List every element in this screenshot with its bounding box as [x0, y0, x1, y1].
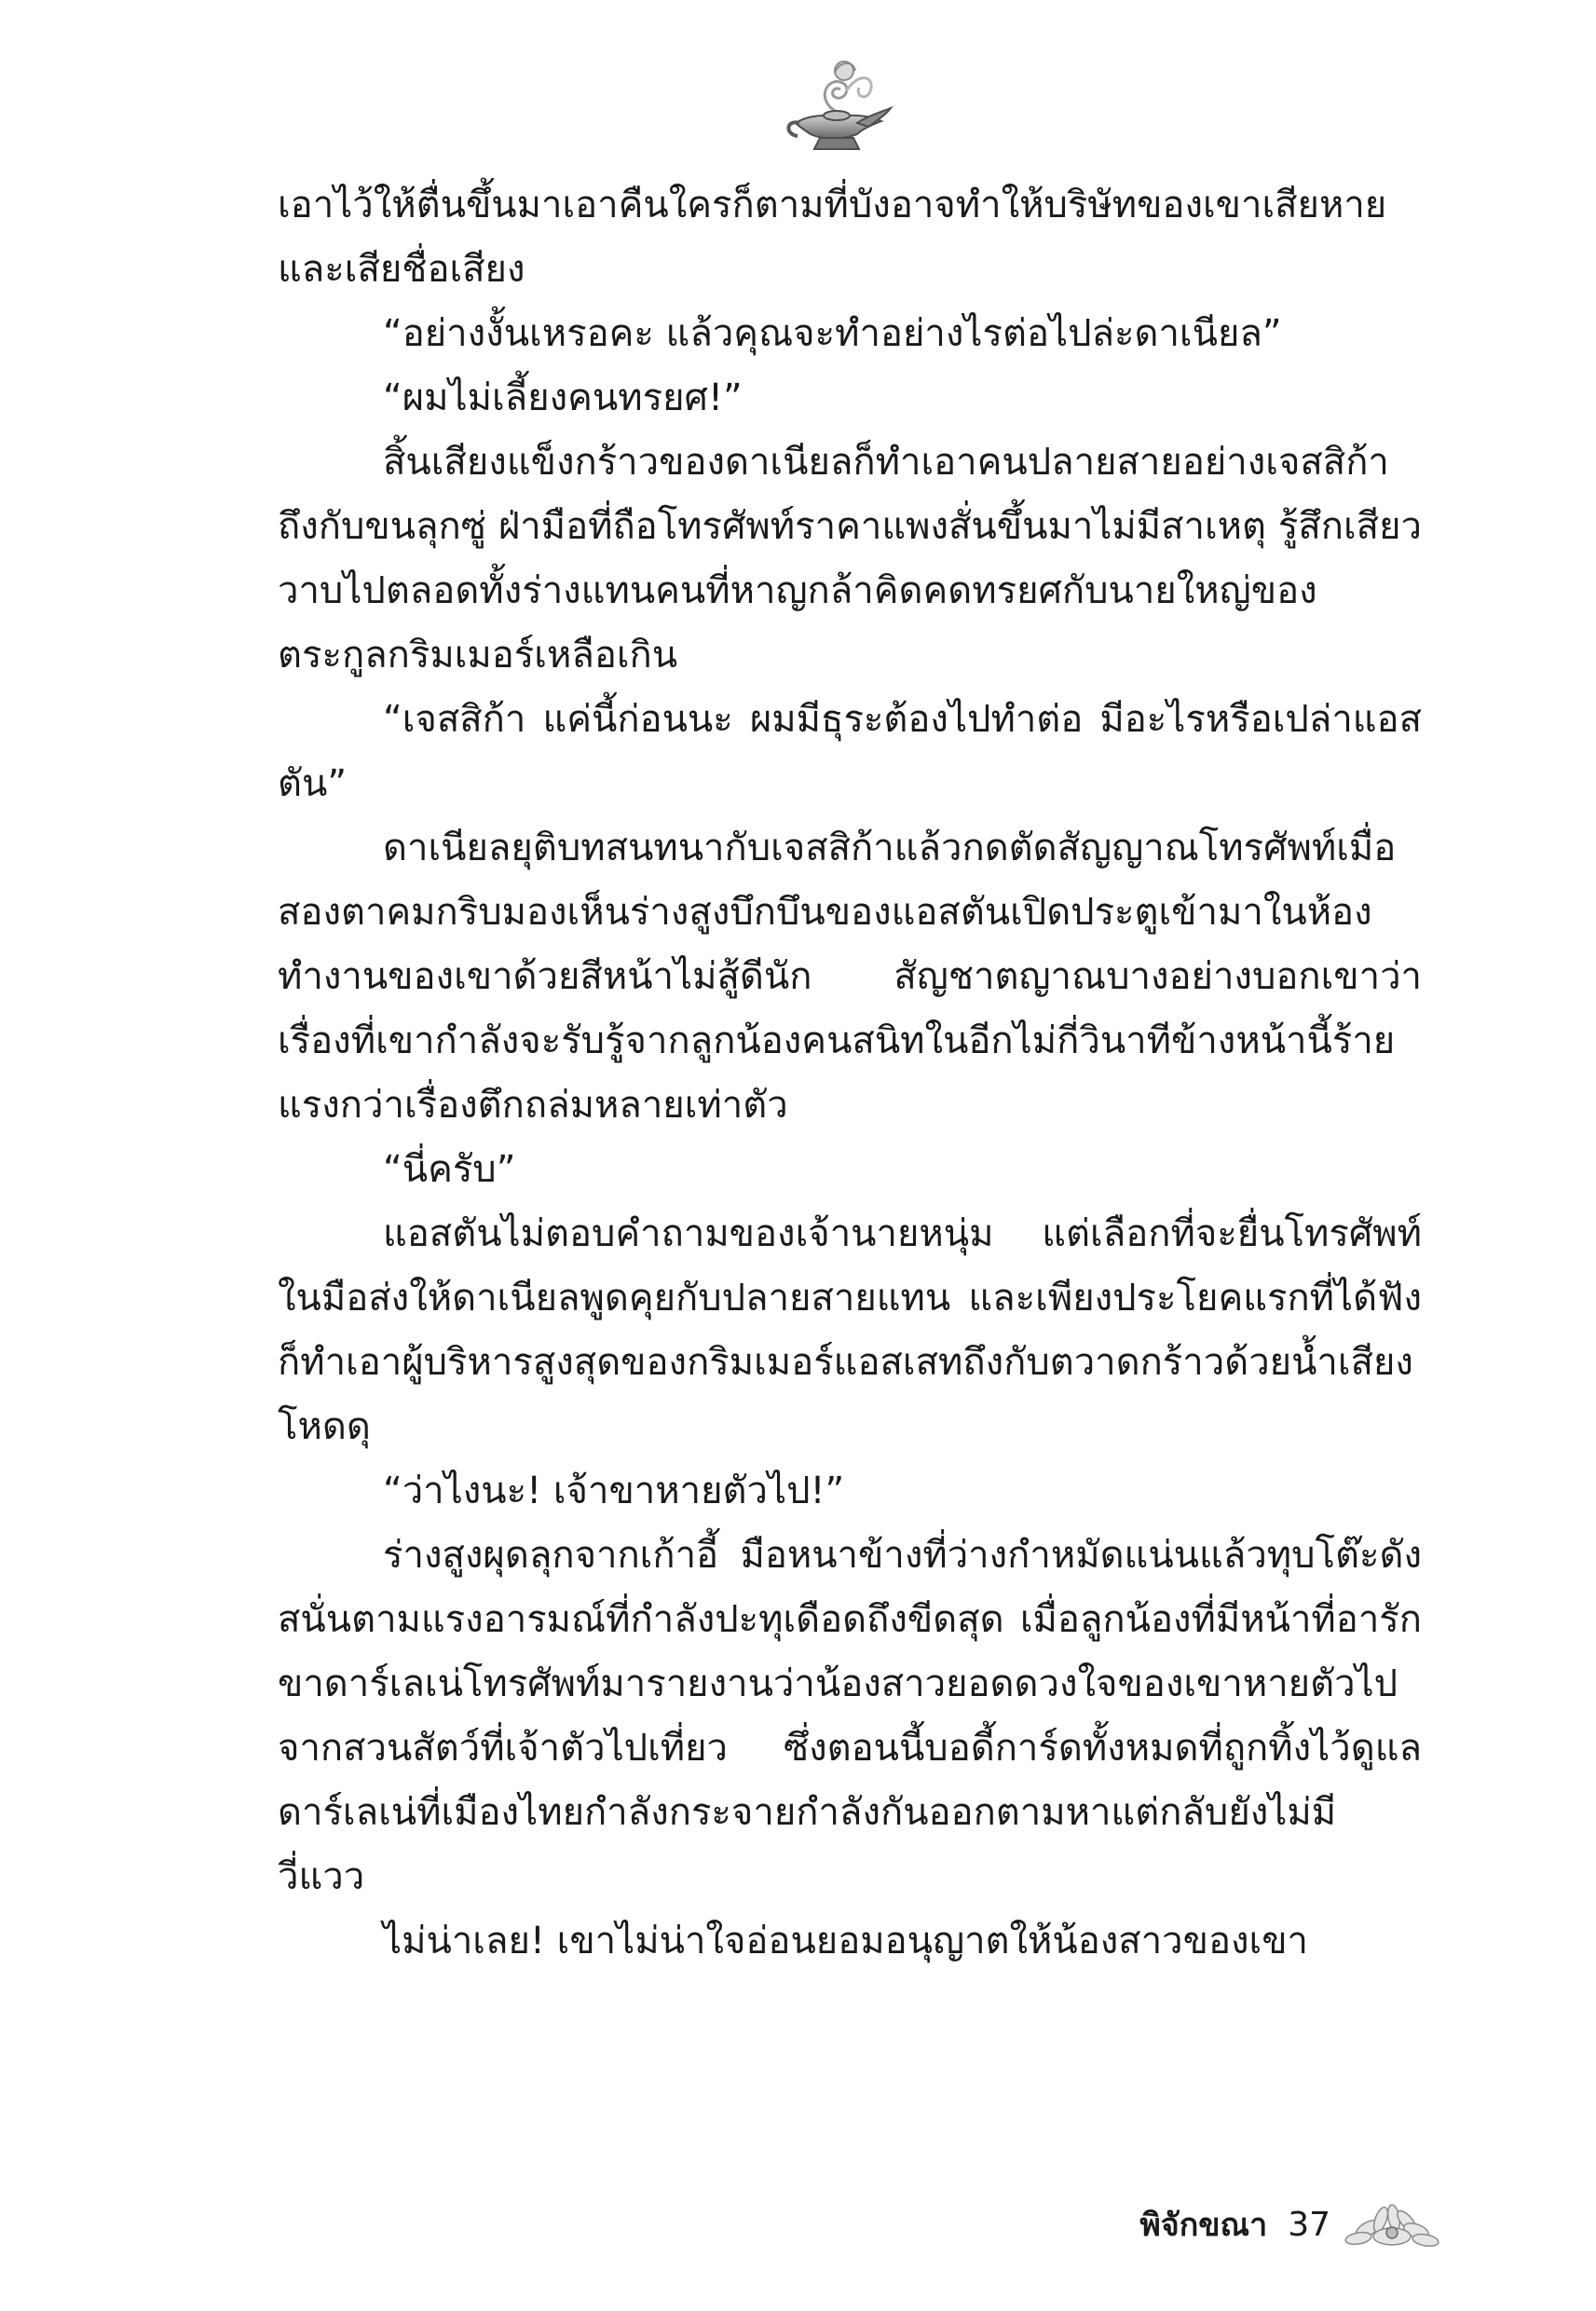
paragraph: แอสตันไม่ตอบคำถามของเจ้านายหนุ่ม แต่เลือกที่จะยื่นโทรศัพท์ในมือส่งให้ดาเนียลพูดคุยกับปลายสายแทน และเพียงประโยคแรกที่ได้ฟัง ก็ทำเอาผู้บริหารสูงสุดของกริมเมอร์แอสเสทถึงกับตวาดกร้าวด้วยน้ำเสียงโหดดุ [278, 1212, 1422, 1448]
book-title: พิจักขณา [1139, 2207, 1268, 2244]
page-number: 37 [1288, 2205, 1330, 2244]
paragraph: “อย่างงั้นเหรอคะ แล้วคุณจะทำอย่างไรต่อไปล่ะดาเนียล” [383, 312, 1282, 355]
paragraph: “ผมไม่เลี้ยงคนทรยศ!” [383, 376, 743, 419]
paragraph: สิ้นเสียงแข็งกร้าวของดาเนียลก็ทำเอาคนปลายสายอย่างเจสสิก้าถึงกับขนลุกซู่ ฝ่ามือที่ถือโทรศัพท์ราคาแพงสั่นขึ้นมาไม่มีสาเหตุ รู้สึกเสียววาบไปตลอดทั้งร่างแทนคนที่หาญกล้าคิดคดทรยศกับนายใหญ่ของตระกูลกริมเมอร์เหลือเกิน [278, 441, 1422, 677]
body-text [278, 173, 1422, 1974]
paragraph: ไม่น่าเลย! เขาไม่น่าใจอ่อนยอมอนุญาตให้น้องสาวของเขา [383, 1920, 1309, 1962]
paragraph: “ว่าไงนะ! เจ้าขาหายตัวไป!” [383, 1470, 845, 1512]
paragraph: ร่างสูงผุดลุกจากเก้าอี้ มือหนาข้างที่ว่างกำหมัดแน่นแล้วทุบโต๊ะดังสนั่นตามแรงอารมณ์ที่กำลังปะทุเดือดถึงขีดสุด เมื่อลูกน้องที่มีหน้าที่อารักขาดาร์เลเน่โทรศัพท์มารายงานว่าน้องสาวยอดดวงใจของเขาหายตัวไปจากสวนสัตว์ที่เจ้าตัวไปเที่ยว ซึ่งตอนนี้บอดี้การ์ดทั้งหมดที่ถูกทิ้งไว้ดูแลดาร์เลเน่ที่เมืองไทยกำลังกระจายกำลังกันออกตามหาแต่กลับยังไม่มีวี่แวว [278, 1534, 1422, 1898]
paragraph: “เจสสิก้า แค่นี้ก่อนนะ ผมมีธุระต้องไปทำต่อ มีอะไรหรือเปล่าแอสตัน” [278, 698, 1422, 805]
genie-lamp-icon [779, 54, 894, 158]
flower-ornament-icon [1340, 2192, 1442, 2257]
paragraph: “นี่ครับ” [383, 1148, 516, 1191]
page-footer [1139, 2192, 1442, 2257]
paragraph: ดาเนียลยุติบทสนทนากับเจสสิก้าแล้วกดตัดสัญญาณโทรศัพท์เมื่อสองตาคมกริบมองเห็นร่างสูงบึกบึนของแอสตันเปิดประตูเข้ามาในห้องทำงานของเขาด้วยสีหน้าไม่สู้ดีนัก สัญชาตญาณบางอย่างบอกเขาว่าเรื่องที่เขากำลังจะรับรู้จากลูกน้องคนสนิทในอีกไม่กี่วินาทีข้างหน้านี้ร้ายแรงกว่าเรื่องตึกถล่มหลายเท่าตัว [278, 827, 1422, 1127]
paragraph: เอาไว้ให้ตื่นขึ้นมาเอาคืนใครก็ตามที่บังอาจทำให้บริษัทของเขาเสียหายและเสียชื่อเสียง [278, 184, 1387, 291]
